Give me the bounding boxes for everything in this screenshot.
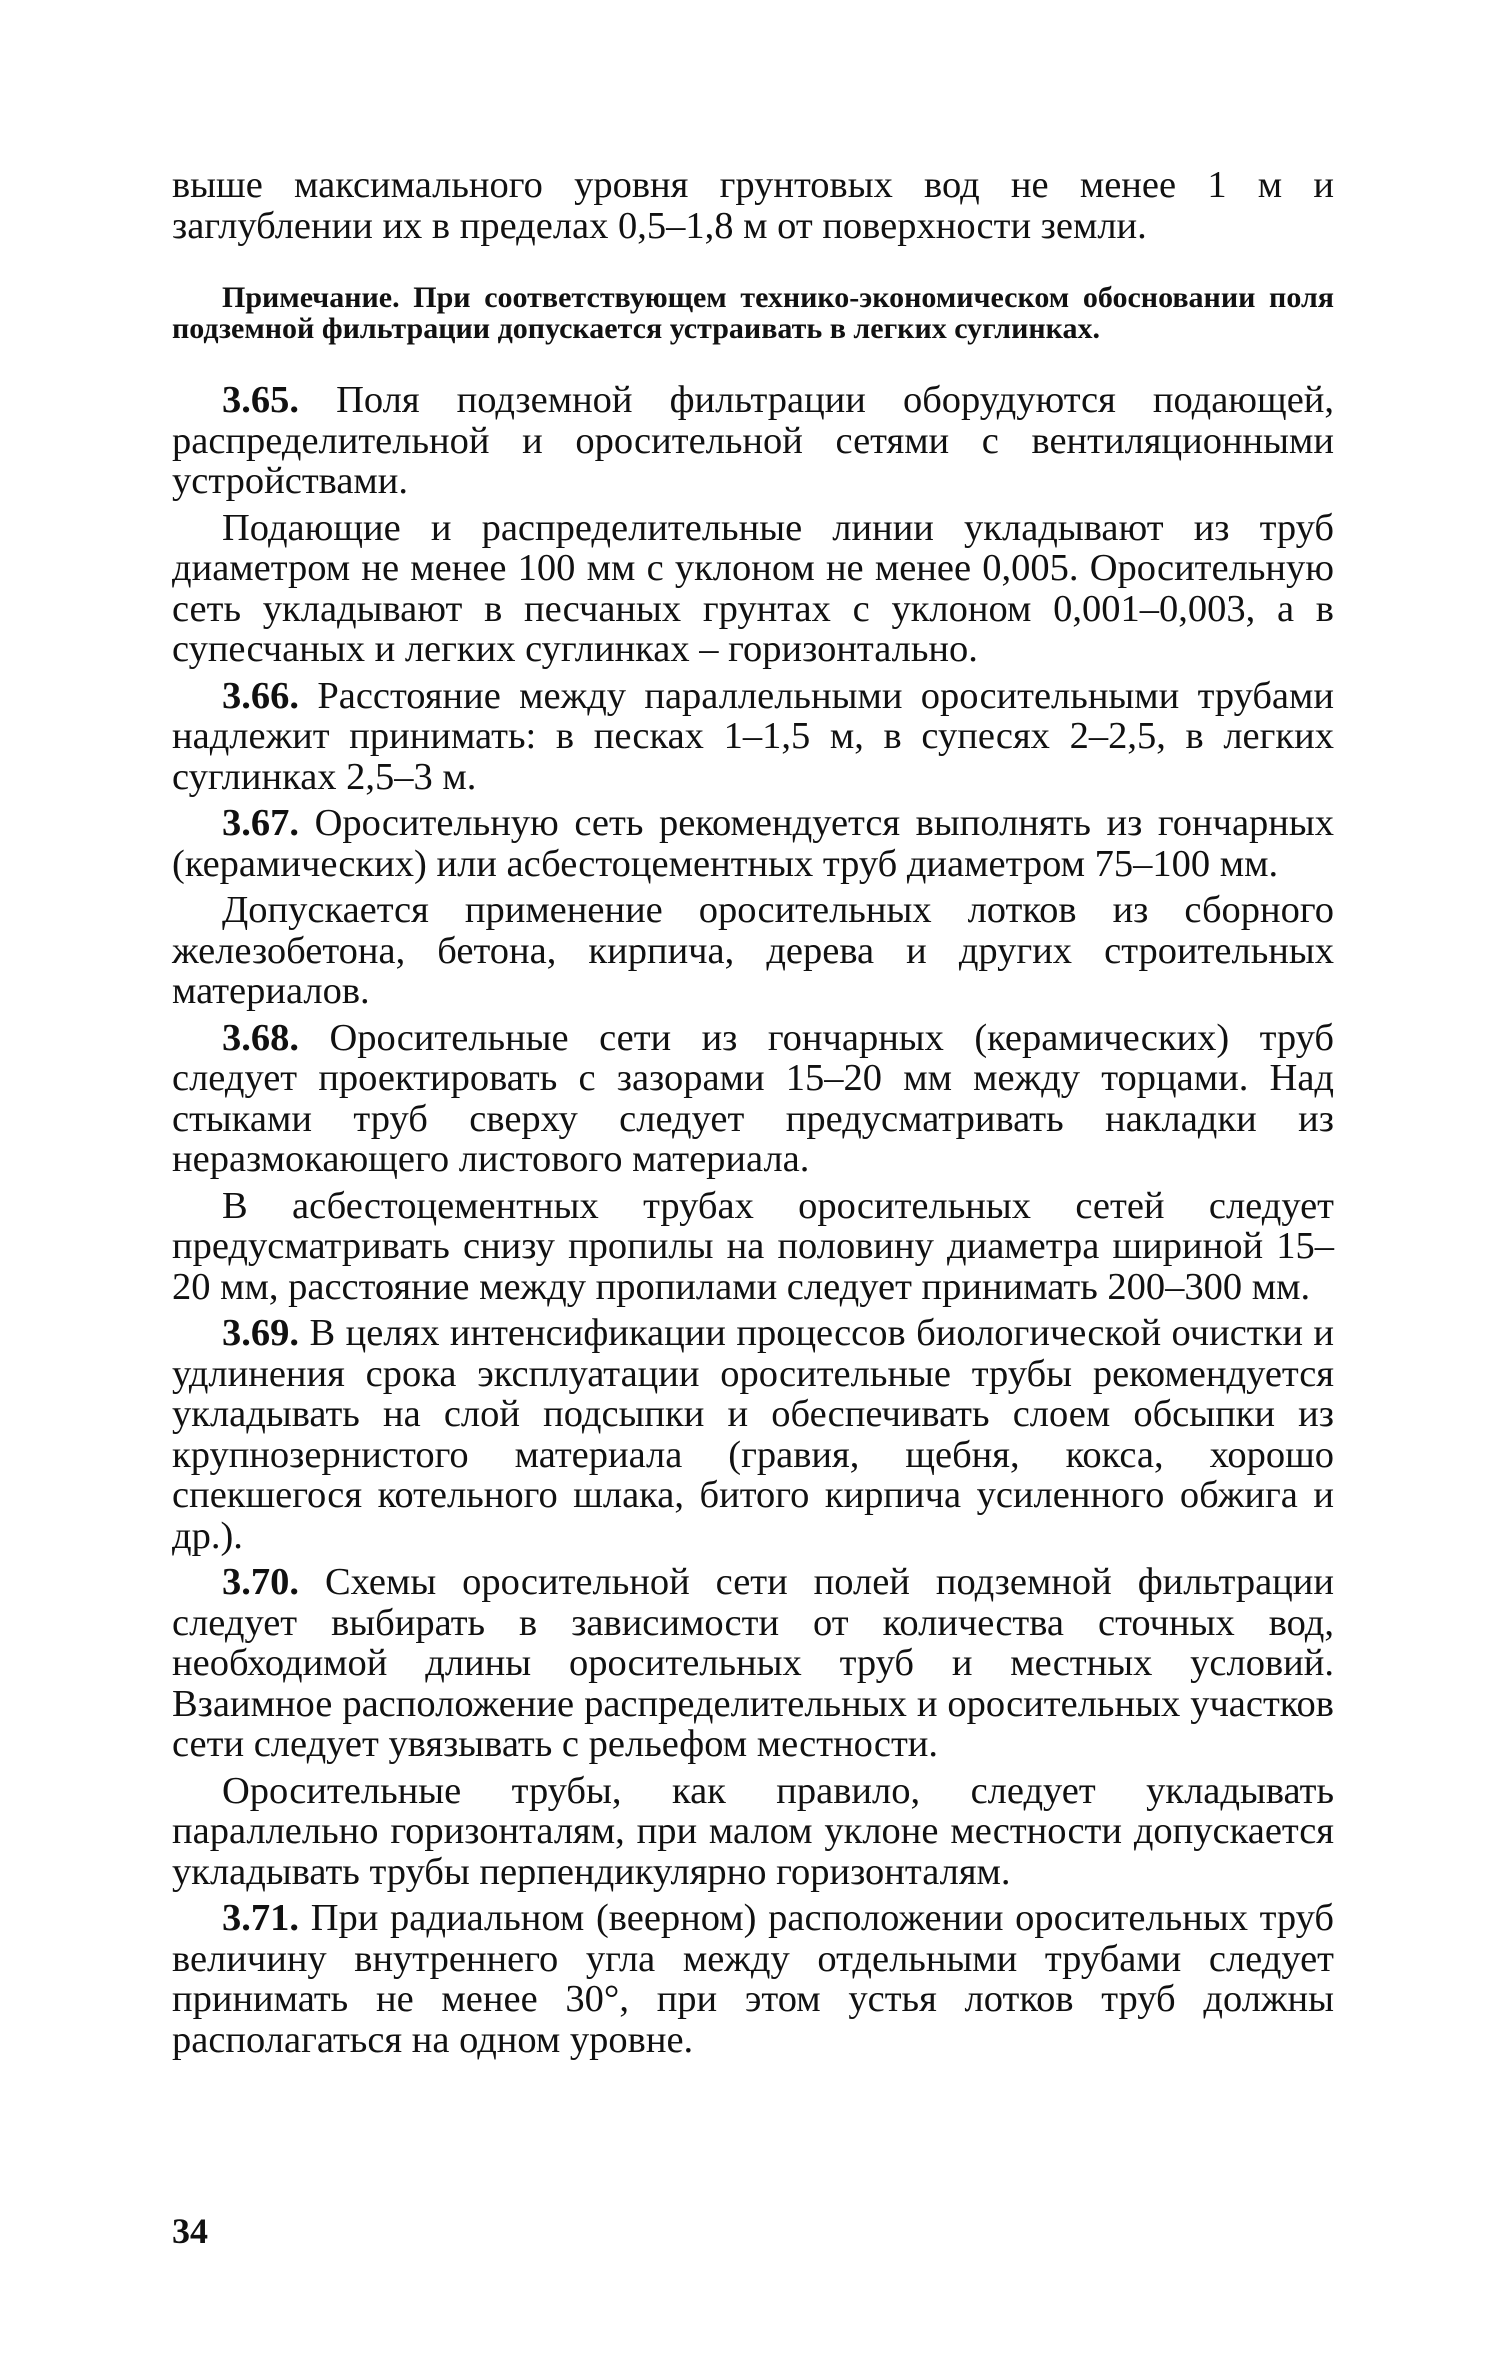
section-text: В целях интенсификации процессов биологической очистки и удлинения срока эксплуатации оросительные трубы рекомендуется укладывать на слой подсыпки и обеспечивать слоем обсыпки из крупнозернистого материала (гравия, щебня, кокса, хорошо спекшегося котельного шлака, битого кирпича усиленного обжига и др.). [172,1312,1334,1557]
section-3-65-para-1 [172,380,1334,502]
section-3-68-para-2: В асбестоцементных трубах оросительных сетей следует предусматривать снизу пропилы на половину диаметра шириной 15–20 мм, расстояние между пропилами следует принимать 200–300 мм. [172,1184,1334,1308]
section-text: Оросительную сеть рекомендуется выполнять из гончарных (керамических) или асбестоцементных труб диаметром 75–100 мм. [172,802,1335,885]
intro-paragraph: выше максимального уровня грунтовых вод не менее 1 м и заглублении их в пределах 0,5–1,8 м от поверхности земли. [172,164,1334,247]
section-text: Расстояние между параллельными оросительными трубами надлежит принимать: в песках 1–1,5 м, в супесях 2–2,5, в легких суглинках 2,5–3 м. [172,674,1334,798]
section-number: 3.69. [222,1312,299,1354]
section-number: 3.66. [222,674,299,717]
section-3-66-para-1 [172,676,1334,798]
note-block [172,282,1334,344]
section-number: 3.67. [222,802,299,844]
section-text: Схемы оросительной сети полей подземной фильтрации следует выбирать в зависимости от количества сточных вод, необходимой длины оросительных труб и местных условий. Взаимное расположение распределительных и оросительных участков сети следует увязывать с рельефом местности. [172,1561,1334,1765]
section-number: 3.68. [222,1016,299,1059]
section-number: 3.71. [222,1897,299,1939]
section-3-65-para-2: Подающие и распределительные линии укладывают из труб диаметром не менее 100 мм с уклоном не менее 0,005. Оросительную сеть укладывают в песчаных грунтах с уклоном 0,001–0,003, а в супесчаных и легких суглинках – горизонтально. [172,506,1334,670]
section-3-69-para-1 [172,1313,1334,1556]
section-3-67-para-1 [172,803,1334,884]
section-number: 3.65. [222,379,299,421]
note-label: Примечание. [222,281,400,314]
section-3-71-para-1 [172,1898,1334,2060]
section-3-70-para-2: Оросительные трубы, как правило, следует укладывать параллельно горизонталям, при малом уклоне местности допускается укладывать трубы перпендикулярно горизонталям. [172,1769,1334,1893]
section-3-70-para-1 [172,1562,1334,1765]
document-page [172,165,1334,2060]
section-text: Оросительные сети из гончарных (керамических) труб следует проектировать с зазорами 15–20 мм между торцами. Над стыками труб сверху следует предусматривать накладки из неразмокающего листового материала. [172,1016,1334,1180]
section-3-68-para-1 [172,1018,1334,1180]
section-text: Поля подземной фильтрации оборудуются подающей, распределительной и оросительной сетями с вентиляционными устройствами. [172,379,1335,502]
note-text: При соответствующем технико-экономическом обосновании поля подземной фильтрации допускается устраивать в легких суглинках. [172,281,1335,345]
section-3-67-para-2: Допускается применение оросительных лотков из сборного железобетона, бетона, кирпича, дерева и других строительных материалов. [172,889,1334,1012]
page-number: 34 [172,2211,208,2251]
section-number: 3.70. [222,1561,299,1603]
section-text: При радиальном (веерном) расположении оросительных труб величину внутреннего угла между отдельными трубами следует принимать не менее 30°, при этом устья лотков труб должны располагаться на одном уровне. [172,1897,1335,2061]
